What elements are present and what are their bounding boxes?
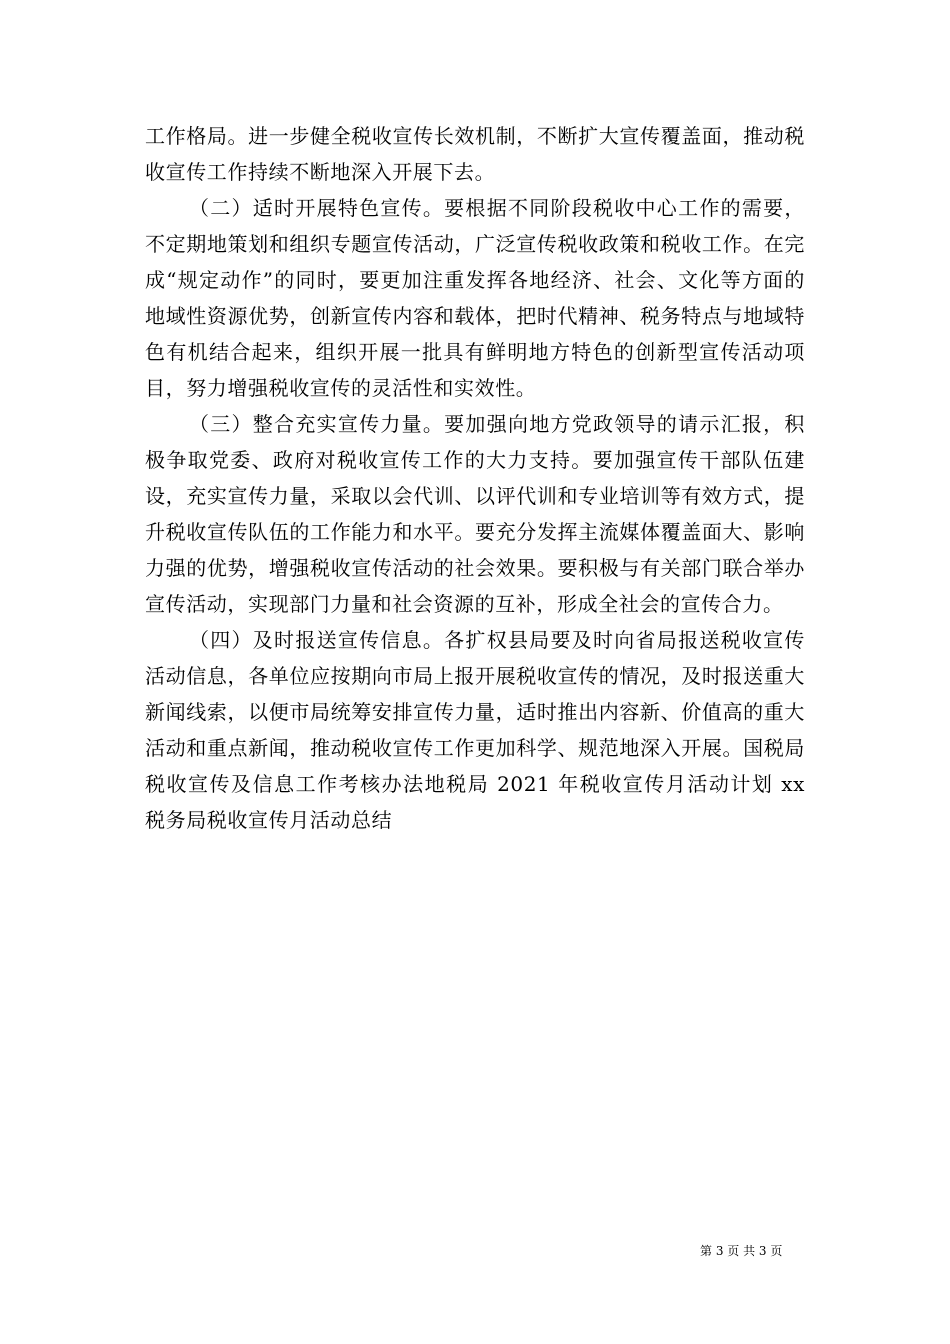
paragraph-3: （三）整合充实宣传力量。要加强向地方党政领导的请示汇报，积极争取党委、政府对税收宣传工作的大力支持。要加强宣传干部队伍建设，充实宣传力量，采取以会代训、以评代训和专业培训等有效方式，提升税收宣传队伍的工作能力和水平。要充分发挥主流媒体覆盖面大、影响力强的优势，增强税收宣传活动的社会效果。要积极与有关部门联合举办宣传活动，实现部门力量和社会资源的互补，形成全社会的宣传合力。 [145,412,805,616]
document-body [145,118,805,838]
page-number: 第 3 页 共 3 页 [700,1244,783,1258]
paragraph-4: （四）及时报送宣传信息。各扩权县局要及时向省局报送税收宣传活动信息，各单位应按期向市局上报开展税收宣传的情况，及时报送重大新闻线索，以便市局统筹安排宣传力量，适时推出内容新、价值高的重大活动和重点新闻，推动税收宣传工作更加科学、规范地深入开展。国税局税收宣传及信息工作考核办法地税局 2021 年税收宣传月活动计划 xx 税务局税收宣传月活动总结 [145,628,805,832]
paragraph-2: （二）适时开展特色宣传。要根据不同阶段税收中心工作的需要，不定期地策划和组织专题宣传活动，广泛宣传税收政策和税收工作。在完成“规定动作”的同时，要更加注重发挥各地经济、社会、文化等方面的地域性资源优势，创新宣传内容和载体，把时代精神、税务特点与地域特色有机结合起来，组织开展一批具有鲜明地方特色的创新型宣传活动项目，努力增强税收宣传的灵活性和实效性。 [145,196,805,400]
paragraph-1: 工作格局。进一步健全税收宣传长效机制，不断扩大宣传覆盖面，推动税收宣传工作持续不断地深入开展下去。 [145,124,805,184]
